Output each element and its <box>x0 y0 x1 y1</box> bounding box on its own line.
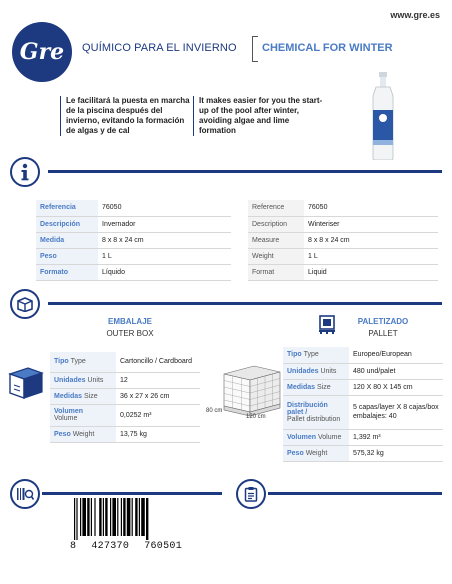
barcode-bar <box>80 498 81 536</box>
barcode-icon <box>10 479 40 509</box>
pallet-label-en: Size <box>316 383 331 391</box>
spec-label: Description <box>248 216 304 232</box>
table-row <box>283 347 443 363</box>
barcode-bar <box>117 498 118 536</box>
barcode-section-divider <box>42 492 222 495</box>
packaging-title: EMBALAJE <box>107 317 152 326</box>
pallet-value: 575,32 kg <box>349 445 443 461</box>
pack-value: Cartoncillo / Cardboard <box>116 352 200 372</box>
title-spanish: QUÍMICO PARA EL INVIERNO <box>82 42 237 54</box>
table-row <box>36 248 231 264</box>
spec-value: 8 x 8 x 24 cm <box>304 232 438 248</box>
spec-label: Weight <box>248 248 304 264</box>
title-separator <box>252 36 258 62</box>
pallet-label-es: Unidades <box>287 367 319 375</box>
spec-label: Measure <box>248 232 304 248</box>
spec-value: 1 L <box>98 248 231 264</box>
pack-label-en: Volume <box>54 415 78 422</box>
table-row <box>50 426 200 442</box>
spec-value: 76050 <box>304 200 438 216</box>
table-row <box>248 200 438 216</box>
pack-label-es: Unidades <box>54 376 86 384</box>
pallet-value: 1,392 m³ <box>349 429 443 445</box>
spec-label: Reference <box>248 200 304 216</box>
table-row <box>50 372 200 388</box>
description-english: It makes easier for you the start-up of the pool after winter, avoiding algae and lime formation <box>193 96 323 136</box>
pallet-value: 480 und/palet <box>349 363 443 379</box>
table-row <box>36 216 231 232</box>
pallet-subtitle: PALLET <box>368 329 398 338</box>
barcode-bar <box>121 498 122 536</box>
pack-label-es: Tipo <box>54 358 69 366</box>
pack-value: 13,75 kg <box>116 426 200 442</box>
pallet-table <box>283 347 443 462</box>
barcode-image <box>70 498 182 540</box>
spec-label: Formato <box>36 264 98 280</box>
pack-value: 36 x 27 x 26 cm <box>116 388 200 404</box>
packaging-table <box>50 352 200 443</box>
barcode-digit-prefix: 8 <box>70 541 77 552</box>
product-bottle-image <box>368 72 398 160</box>
spec-label: Descripción <box>36 216 98 232</box>
pallet-label-en: Units <box>320 367 337 375</box>
spec-table-english <box>248 200 438 281</box>
brand-logo: Gre <box>12 22 72 82</box>
barcode-bar <box>135 498 137 536</box>
pack-label-en: Size <box>83 392 98 400</box>
pallet-label-en: Volume <box>318 433 342 441</box>
description-spanish: Le facilitará la puesta en marcha de la piscina después del invierno, evitando la formación de algas y de cal <box>60 96 190 136</box>
packaging-section-divider <box>48 302 442 305</box>
table-row <box>36 264 231 280</box>
info-icon <box>10 157 40 187</box>
table-row <box>248 232 438 248</box>
packaging-subtitle: OUTER BOX <box>106 329 154 338</box>
website-url[interactable]: www.gre.es <box>390 10 440 20</box>
spec-value: 1 L <box>304 248 438 264</box>
pack-value: 0,0252 m³ <box>116 404 200 426</box>
title-english: CHEMICAL FOR WINTER <box>262 42 393 54</box>
spec-value: 76050 <box>98 200 231 216</box>
spec-value: Liquid <box>304 264 438 280</box>
info-section-divider <box>48 170 442 173</box>
pallet-icon <box>318 315 336 335</box>
pallet-value: Europeo/European <box>349 347 443 363</box>
notes-section-divider <box>268 492 442 495</box>
box-icon <box>10 289 40 319</box>
barcode-bar <box>91 498 92 536</box>
spec-label: Format <box>248 264 304 280</box>
table-row <box>50 404 200 426</box>
pack-label-es: Volumen <box>54 408 84 415</box>
barcode-bar <box>110 498 111 536</box>
barcode-bar <box>76 498 77 540</box>
pack-value: 12 <box>116 372 200 388</box>
spec-value: Invernador <box>98 216 231 232</box>
barcode-bar <box>141 498 145 536</box>
barcode-bar <box>87 498 89 536</box>
spec-label: Medida <box>36 232 98 248</box>
spec-value: Líquido <box>98 264 231 280</box>
barcode-bar <box>74 498 75 540</box>
barcode-bar <box>123 498 125 536</box>
pallet-title: PALETIZADO <box>357 317 409 326</box>
barcode-number <box>70 541 182 552</box>
table-row <box>248 216 438 232</box>
pallet-label-en: Weight <box>305 449 328 457</box>
pallet-dim-depth: 80 cm <box>206 408 223 414</box>
pack-label-es: Medidas <box>54 392 83 400</box>
pallet-label-es: Peso <box>287 449 304 457</box>
barcode-bar <box>112 498 116 536</box>
table-row <box>283 395 443 429</box>
barcode-bar <box>127 498 131 536</box>
clipboard-icon <box>236 479 266 509</box>
pallet-label-en: Type <box>303 351 319 359</box>
barcode-bar <box>132 498 133 536</box>
barcode-bar <box>105 498 107 536</box>
pallet-label-es: Tipo <box>287 351 302 359</box>
barcode-bar <box>82 498 86 536</box>
barcode-digit-group-1: 427370 <box>91 541 130 552</box>
table-row <box>36 232 231 248</box>
spec-label: Peso <box>36 248 98 264</box>
pallet-label-es: Medidas <box>287 383 316 391</box>
table-row <box>36 200 231 216</box>
barcode-digit-group-2: 760501 <box>144 541 182 552</box>
barcode-bar <box>139 498 140 536</box>
pallet-value: 120 X 80 X 145 cm <box>349 379 443 395</box>
spec-label: Referencia <box>36 200 98 216</box>
pack-label-es: Peso <box>54 430 71 438</box>
table-row <box>50 388 200 404</box>
pack-label-en: Weight <box>72 430 95 438</box>
spec-value: 8 x 8 x 24 cm <box>98 232 231 248</box>
pallet-label-en: Pallet distribution <box>287 415 341 423</box>
table-row <box>283 379 443 395</box>
table-row <box>248 248 438 264</box>
pack-label-en: Type <box>70 358 86 366</box>
outer-box-icon <box>6 362 46 402</box>
spec-value: Winteriser <box>304 216 438 232</box>
table-row <box>50 352 200 372</box>
barcode-bar <box>146 498 148 540</box>
table-row <box>283 429 443 445</box>
pallet-dim-width: 120 cm <box>246 414 266 420</box>
barcode-bar <box>94 498 95 536</box>
pallet-label-es: Volumen <box>287 433 317 441</box>
table-row <box>283 363 443 379</box>
pallet-label-es: Distribución palet / <box>287 401 328 416</box>
barcode-bar <box>103 498 104 536</box>
spec-table-spanish <box>36 200 231 281</box>
pack-label-en: Units <box>87 376 104 384</box>
pallet-value: 5 capas/layer X 8 cajas/box embalajes: 40 <box>349 395 443 429</box>
table-row <box>283 445 443 461</box>
barcode-bar <box>99 498 101 536</box>
table-row <box>248 264 438 280</box>
